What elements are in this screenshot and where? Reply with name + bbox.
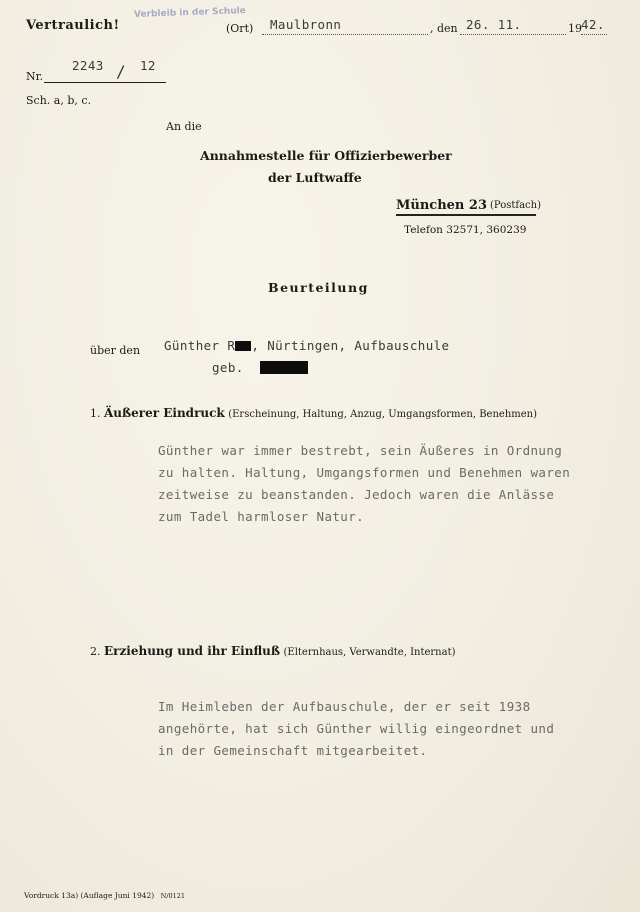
year-prefix: 19 xyxy=(568,22,582,35)
section-2-line: in der Gemeinschaft mitgearbeitet. xyxy=(158,743,428,758)
place-label: (Ort) xyxy=(226,22,254,35)
footer-code: N/0121 xyxy=(160,892,186,900)
footer-form: Vordruck 13a) (Auflage Juni 1942) xyxy=(24,891,155,900)
school-stamp: Verbleib in der Schule xyxy=(133,6,247,20)
redaction-bar xyxy=(260,361,308,374)
section-2-line: Im Heimleben der Aufbauschule, der er seit 1938 xyxy=(158,699,531,714)
date-value: 26. 11. xyxy=(466,17,522,32)
section-1-heading: Äußerer Eindruck xyxy=(104,406,225,420)
place-value: Maulbronn xyxy=(270,17,342,32)
section-1-line: Günther war immer bestrebt, sein Äußeres in Ordnung xyxy=(158,443,563,458)
recipient-line1: Annahmestelle für Offizierbewerber xyxy=(200,148,452,163)
section-2-number: 2. xyxy=(90,645,101,658)
section-1-body xyxy=(158,440,608,528)
place-field xyxy=(262,18,428,35)
recipient-to: An die xyxy=(166,120,202,133)
confidential-label: Vertraulich! xyxy=(26,18,120,33)
section-1-line: zu halten. Haltung, Umgangsformen und Benehmen waren xyxy=(158,465,571,480)
date-field xyxy=(460,18,566,35)
subject-born-label: geb. xyxy=(212,360,244,375)
section-1-line: zeitweise zu beanstanden. Jedoch waren die Anlässe xyxy=(158,487,555,502)
section-1-subheading: (Erscheinung, Haltung, Anzug, Umgangsformen, Benehmen) xyxy=(228,409,538,420)
recipient-city-block xyxy=(396,196,542,216)
section-2-subheading: (Elternhaus, Verwandte, Internat) xyxy=(283,647,456,658)
recipient-line2: der Luftwaffe xyxy=(268,170,362,185)
document-title: Beurteilung xyxy=(268,280,369,295)
date-label: , den xyxy=(430,22,458,35)
nr-value: 2243 xyxy=(72,58,104,73)
nr-slash: / xyxy=(116,62,127,81)
subject-name-rest: , Nürtingen, Aufbauschule xyxy=(251,338,450,353)
nr-suffix: 12 xyxy=(140,58,156,73)
section-1-number: 1. xyxy=(90,407,101,420)
section-1-line: zum Tadel harmloser Natur. xyxy=(158,509,365,524)
redaction-bar xyxy=(235,341,251,351)
nr-label: Nr. xyxy=(26,70,44,83)
section-2-body xyxy=(158,696,608,762)
subject-name-first: Günther R xyxy=(164,338,236,353)
subject-label: über den xyxy=(90,344,141,357)
section-2-line: angehörte, hat sich Günther willig eingeordnet und xyxy=(158,721,555,736)
subject-born-line xyxy=(212,360,308,375)
subject-name-line xyxy=(164,338,450,353)
sch-label: Sch. a, b, c. xyxy=(26,94,92,107)
recipient-postfach: (Postfach) xyxy=(490,200,542,211)
section-2-heading: Erziehung und ihr Einfluß xyxy=(104,644,281,658)
section-1-header xyxy=(90,406,537,420)
year-field xyxy=(581,18,607,35)
section-2-header xyxy=(90,644,456,658)
recipient-city: München 23 xyxy=(396,198,487,213)
year-value: 42. xyxy=(581,17,605,32)
nr-field xyxy=(44,58,166,83)
footer-form-line xyxy=(24,891,185,900)
recipient-telefon: Telefon 32571, 360239 xyxy=(404,224,527,236)
